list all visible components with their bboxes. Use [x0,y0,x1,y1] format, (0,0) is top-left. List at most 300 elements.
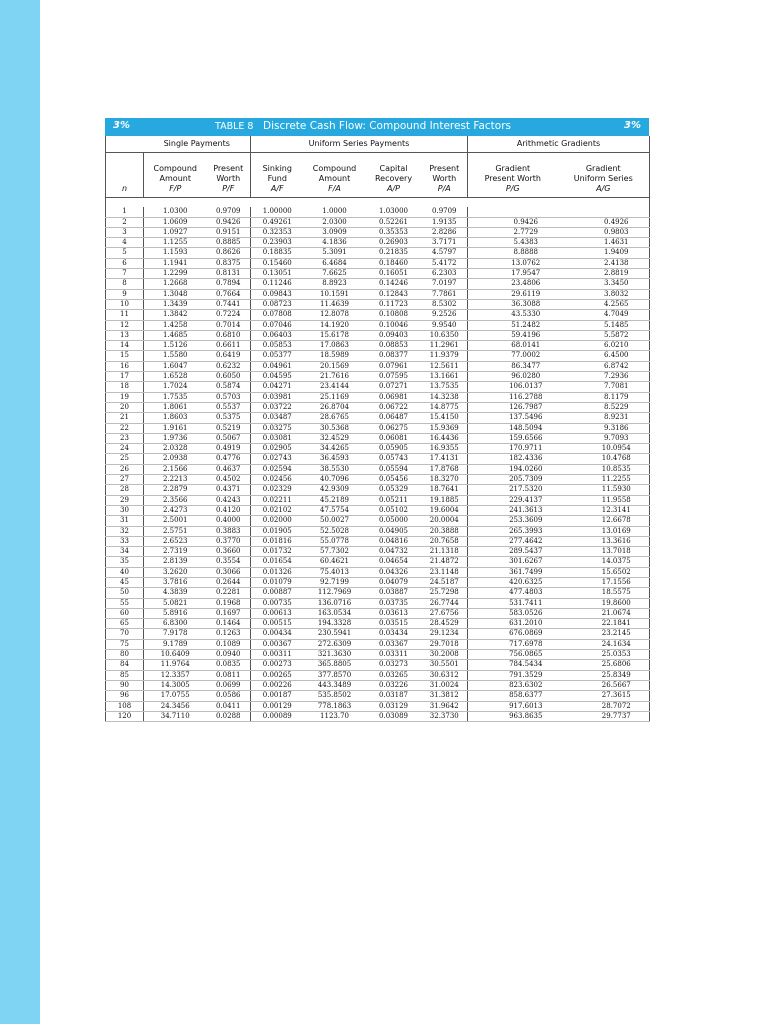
period-cell: 8 [106,279,144,289]
factor-cell: 0.03311 [366,650,422,660]
factor-cell: 0.04271 [251,382,304,392]
factor-cell: 5.3091 [304,248,366,258]
column-header-l2: Uniform Series [573,174,633,183]
factor-cell: 2.2879 [144,485,207,495]
factor-cell: 858.6377 [468,691,558,701]
factor-cell: 0.7224 [207,310,251,320]
period-cell: 14 [106,341,144,351]
factor-cell: 11.9764 [144,660,207,670]
factor-cell: 253.3609 [468,516,558,526]
factor-cell: 0.07595 [366,372,422,382]
factor-cell: 34.7110 [144,711,207,721]
factor-cell: 26.8704 [304,402,366,412]
factor-cell: 4.2565 [558,299,650,309]
header-spacer [106,198,650,208]
factor-cell: 321.3630 [304,650,366,660]
factor-cell: 217.5320 [468,485,558,495]
factor-cell: 2.0328 [144,444,207,454]
factor-cell: 13.0169 [558,526,650,536]
factor-cell: 420.6325 [468,577,558,587]
factor-cell: 23.4806 [468,279,558,289]
factor-cell: 0.8375 [207,258,251,268]
factor-cell: 963.8635 [468,711,558,721]
factor-cell: 0.04905 [366,526,422,536]
group-single-payments: Single Payments [144,136,251,153]
period-cell: 28 [106,485,144,495]
factor-cell: 1.1593 [144,248,207,258]
factor-cell: 0.07808 [251,310,304,320]
table-row [106,577,650,587]
factor-cell: 0.06275 [366,423,422,433]
factor-cell: 7.6625 [304,269,366,279]
factor-cell: 0.03367 [366,639,422,649]
factor-cell: 12.3357 [144,670,207,680]
factor-cell: 0.02102 [251,505,304,515]
factor-cell: 18.5575 [558,588,650,598]
factor-cell: 0.00129 [251,701,304,711]
factor-cell: 10.4768 [558,454,650,464]
table-row [106,320,650,330]
column-header-l1: Present [429,164,460,173]
factor-cell: 0.08723 [251,299,304,309]
table-row [106,423,650,433]
column-header-3 [251,153,304,198]
table-row [106,598,650,608]
column-header-l2: Worth [216,174,241,183]
factor-cell: 631.2010 [468,619,558,629]
factor-cell: 0.0835 [207,660,251,670]
factor-cell: 24.1634 [558,639,650,649]
factor-cell: 6.0210 [558,341,650,351]
factor-cell: 182.4336 [468,454,558,464]
group-blank [106,136,144,153]
factor-cell: 0.9709 [422,207,468,217]
table-row [106,619,650,629]
table-row [106,372,650,382]
factor-cell: 0.04816 [366,536,422,546]
period-cell: 30 [106,505,144,515]
table-row [106,269,650,279]
period-cell: 33 [106,536,144,546]
factor-cell: 96.0280 [468,372,558,382]
factor-cell: 194.3328 [304,619,366,629]
table-row [106,248,650,258]
factor-cell: 0.02329 [251,485,304,495]
table-row [106,629,650,639]
factor-cell: 823.6302 [468,680,558,690]
compound-interest-table [105,118,649,722]
column-header-4 [304,153,366,198]
factor-cell: 18.5989 [304,351,366,361]
factor-cell: 0.04654 [366,557,422,567]
factor-cell: 43.5330 [468,310,558,320]
factor-cell: 86.3477 [468,361,558,371]
factor-cell: 0.0699 [207,680,251,690]
column-header-l2: Amount [159,174,191,183]
table-number: TABLE 8 [215,121,254,132]
factor-cell: 26.5667 [558,680,650,690]
column-header-sym: A/G [596,184,611,193]
factor-cell: 0.4243 [207,495,251,505]
factor-cell: 6.4500 [558,351,650,361]
factor-cell: 2.3566 [144,495,207,505]
factor-cell: 0.00367 [251,639,304,649]
factor-cell: 24.3456 [144,701,207,711]
factor-cell: 1.6047 [144,361,207,371]
factor-cell: 2.6523 [144,536,207,546]
factor-cell: 10.8535 [558,464,650,474]
factor-cell: 0.03089 [366,711,422,721]
factor-cell: 1.4685 [144,330,207,340]
factor-cell: 51.2482 [468,320,558,330]
factor-cell: 0.09843 [251,289,304,299]
factor-cell: 1.4258 [144,320,207,330]
factor-cell: 29.1234 [422,629,468,639]
factor-cell: 3.7171 [422,238,468,248]
factor-cell: 0.5067 [207,433,251,443]
factor-cell: 0.7441 [207,299,251,309]
column-header-l2: Amount [318,174,351,183]
factor-cell: 0.01654 [251,557,304,567]
period-cell: 21 [106,413,144,423]
factor-cell: 0.0940 [207,650,251,660]
factor-cell: 0.03487 [251,413,304,423]
factor-cell: 0.4919 [207,444,251,454]
factor-cell: 0.06403 [251,330,304,340]
factor-cell: 717.6978 [468,639,558,649]
factor-cell: 9.9540 [422,320,468,330]
factor-cell: 148.5094 [468,423,558,433]
group-uniform-series: Uniform Series Payments [251,136,468,153]
factor-cell: 0.00089 [251,711,304,721]
factor-cell: 30.6312 [422,670,468,680]
factor-cell: 0.05329 [366,485,422,495]
factor-cell: 0.09403 [366,330,422,340]
factor-cell: 17.1556 [558,577,650,587]
factor-cell: 25.7298 [422,588,468,598]
factor-cell: 756.0865 [468,650,558,660]
period-cell: 27 [106,475,144,485]
factor-cell: 0.06981 [366,392,422,402]
factor-cell: 32.3730 [422,711,468,721]
factor-cell: 0.02594 [251,464,304,474]
factor-cell: 0.06722 [366,402,422,412]
factor-cell: 68.0141 [468,341,558,351]
period-cell: 7 [106,269,144,279]
factor-cell: 0.03129 [366,701,422,711]
factor-cell: 0.9803 [558,227,650,237]
factor-cell: 1.3048 [144,289,207,299]
factor-cell: 27.3615 [558,691,650,701]
group-header-row [106,136,650,153]
factor-cell: 1.9161 [144,423,207,433]
factor-cell: 0.3660 [207,547,251,557]
factor-cell: 0.02211 [251,495,304,505]
factor-cell: 137.5496 [468,413,558,423]
factor-cell: 6.4684 [304,258,366,268]
factor-cell: 0.11246 [251,279,304,289]
factor-cell: 1.8061 [144,402,207,412]
factor-cell: 5.1485 [558,320,650,330]
factor-cell: 0.26903 [366,238,422,248]
factor-cell: 0.05000 [366,516,422,526]
factor-cell: 0.03722 [251,402,304,412]
factor-cell: 0.1263 [207,629,251,639]
factor-cell: 7.9178 [144,629,207,639]
factor-cell: 30.5501 [422,660,468,670]
table-row [106,588,650,598]
factor-cell: 1.1255 [144,238,207,248]
period-cell: 13 [106,330,144,340]
factor-cell: 2.0938 [144,454,207,464]
factor-cell: 3.8032 [558,289,650,299]
column-header-2 [207,153,251,198]
period-cell: 75 [106,639,144,649]
table-row [106,495,650,505]
column-header-sym: n [121,184,128,193]
factor-cell: 13.7535 [422,382,468,392]
factor-cell: 8.8923 [304,279,366,289]
factor-cell: 0.05853 [251,341,304,351]
factor-cell: 77.0002 [468,351,558,361]
factor-cell: 1.7024 [144,382,207,392]
table-row [106,279,650,289]
factor-cell: 30.2008 [422,650,468,660]
factor-cell: 0.05905 [366,444,422,454]
factor-cell: 1.9135 [422,217,468,227]
table-row [106,475,650,485]
factor-cell: 1.4631 [558,238,650,248]
factor-cell: 0.2281 [207,588,251,598]
factor-cell: 0.6611 [207,341,251,351]
factor-cell: 0.03735 [366,598,422,608]
period-cell: 10 [106,299,144,309]
factor-cell: 0.02456 [251,475,304,485]
factor-cell: 136.0716 [304,598,366,608]
factor-cell: 0.52261 [366,217,422,227]
period-cell: 84 [106,660,144,670]
factor-cell: 0.11723 [366,299,422,309]
factor-cell: 1.3439 [144,299,207,309]
factor-cell: 1.00000 [251,207,304,217]
factor-cell: 583.0526 [468,608,558,618]
factor-cell: 7.7081 [558,382,650,392]
factor-cell: 241.3613 [468,505,558,515]
factor-cell: 8.5229 [558,402,650,412]
factor-cell: 0.0411 [207,701,251,711]
table-row [106,650,650,660]
period-cell: 85 [106,670,144,680]
factor-cell: 2.5751 [144,526,207,536]
factor-cell: 1.8603 [144,413,207,423]
period-cell: 6 [106,258,144,268]
factor-cell: 2.0300 [304,217,366,227]
factor-cell: 1.9409 [558,248,650,258]
column-header-sym: A/P [387,184,401,193]
table-row [106,454,650,464]
factor-cell: 8.5302 [422,299,468,309]
column-header-5 [366,153,422,198]
factor-cell: 20.1569 [304,361,366,371]
column-header-l2: Recovery [374,174,413,183]
period-cell: 19 [106,392,144,402]
factor-cell: 301.6267 [468,557,558,567]
factor-cell: 0.6810 [207,330,251,340]
column-header-l1: Compound [312,164,357,173]
factor-cell: 7.2936 [558,372,650,382]
period-cell: 34 [106,547,144,557]
column-header-l1: Present [213,164,244,173]
factor-cell: 38.5530 [304,464,366,474]
table-row [106,711,650,721]
factor-cell: 55.0778 [304,536,366,546]
factor-cell: 17.9547 [468,269,558,279]
period-cell: 3 [106,227,144,237]
period-cell: 108 [106,701,144,711]
factor-cell: 159.6566 [468,433,558,443]
factor-cell: 0.9151 [207,227,251,237]
side-color-strip [0,0,40,1024]
factor-cell: 0.05594 [366,464,422,474]
table-row [106,207,650,217]
factor-cell: 59.4196 [468,330,558,340]
factor-cell: 778.1863 [304,701,366,711]
factor-cell: 0.08377 [366,351,422,361]
factor-cell: 29.6119 [468,289,558,299]
period-cell: 9 [106,289,144,299]
factor-cell: 0.03226 [366,680,422,690]
table-row [106,516,650,526]
factor-cell: 13.1661 [422,372,468,382]
factor-cell: 4.1836 [304,238,366,248]
period-cell: 24 [106,444,144,454]
table-row [106,392,650,402]
factor-cell: 2.4273 [144,505,207,515]
table-title-bar [105,118,649,136]
factor-cell: 6.2303 [422,269,468,279]
period-cell: 4 [106,238,144,248]
column-header-6 [422,153,468,198]
factor-cell: 36.4593 [304,454,366,464]
factor-cell: 6.8742 [558,361,650,371]
factor-cell: 45.2189 [304,495,366,505]
factor-cell: 0.03613 [366,608,422,618]
table-row [106,382,650,392]
factor-cell: 5.4172 [422,258,468,268]
factor-cell [468,207,558,217]
factor-cell: 29.7737 [558,711,650,721]
factor-cell: 0.8626 [207,248,251,258]
factor-cell: 3.3450 [558,279,650,289]
factor-cell: 0.00735 [251,598,304,608]
column-header-l2: Fund [267,174,287,183]
factor-cell: 0.03273 [366,660,422,670]
factor-cell: 1.0609 [144,217,207,227]
interest-rate-right: 3% [624,120,641,131]
factor-cell: 265.3993 [468,526,558,536]
factor-cell: 0.12843 [366,289,422,299]
period-cell: 120 [106,711,144,721]
table-row [106,341,650,351]
table-row [106,433,650,443]
factor-cell: 11.9379 [422,351,468,361]
column-header-1 [144,153,207,198]
factor-cell: 7.0197 [422,279,468,289]
factor-cell: 0.7014 [207,320,251,330]
factor-cell: 11.9558 [558,495,650,505]
factor-cell: 36.3088 [468,299,558,309]
table-title: Discrete Cash Flow: Compound Interest Factors [263,120,512,132]
factor-cell: 676.0869 [468,629,558,639]
table-row [106,351,650,361]
period-cell: 50 [106,588,144,598]
period-cell: 29 [106,495,144,505]
column-header-sym: P/A [437,184,451,193]
factor-cell: 0.06081 [366,433,422,443]
table-row [106,464,650,474]
table-row [106,557,650,567]
table-row [106,310,650,320]
factor-cell: 12.6678 [558,516,650,526]
factor-cell: 0.00273 [251,660,304,670]
factor-cell: 126.7987 [468,402,558,412]
period-cell: 80 [106,650,144,660]
factor-cell: 34.4265 [304,444,366,454]
period-cell: 31 [106,516,144,526]
factor-cell: 0.1697 [207,608,251,618]
table-row [106,691,650,701]
factor-cell: 10.0954 [558,444,650,454]
factor-cell: 2.2213 [144,475,207,485]
table-row [106,330,650,340]
factor-cell: 25.1169 [304,392,366,402]
factor-cell: 0.18460 [366,258,422,268]
factor-cell: 112.7969 [304,588,366,598]
factor-cell: 23.2145 [558,629,650,639]
table-row [106,258,650,268]
factor-cell: 23.4144 [304,382,366,392]
factor-cell: 15.6178 [304,330,366,340]
factor-cell: 10.6409 [144,650,207,660]
factor-cell: 0.10808 [366,310,422,320]
factor-cell: 0.16051 [366,269,422,279]
factor-cell: 1.1941 [144,258,207,268]
factor-cell: 0.04595 [251,372,304,382]
period-cell: 1 [106,207,144,217]
factor-cell: 0.05102 [366,505,422,515]
factor-cell: 0.3770 [207,536,251,546]
factor-cell: 0.0586 [207,691,251,701]
table-row [106,238,650,248]
factor-cell: 23.1148 [422,567,468,577]
factor-cell: 0.00265 [251,670,304,680]
factor-cell: 0.03981 [251,392,304,402]
column-header-row [106,153,650,198]
factor-cell: 10.1591 [304,289,366,299]
column-header-l2: Present Worth [484,174,541,183]
factor-cell: 28.6765 [304,413,366,423]
factor-cell: 2.8286 [422,227,468,237]
factor-cell: 1.6528 [144,372,207,382]
factor-cell: 21.7616 [304,372,366,382]
factor-cell: 14.8775 [422,402,468,412]
factor-cell: 0.03265 [366,670,422,680]
factor-cell: 4.7049 [558,310,650,320]
factor-cell: 0.07046 [251,320,304,330]
factor-cell: 32.4529 [304,433,366,443]
factor-cell: 170.9711 [468,444,558,454]
factor-cell: 1123.70 [304,711,366,721]
